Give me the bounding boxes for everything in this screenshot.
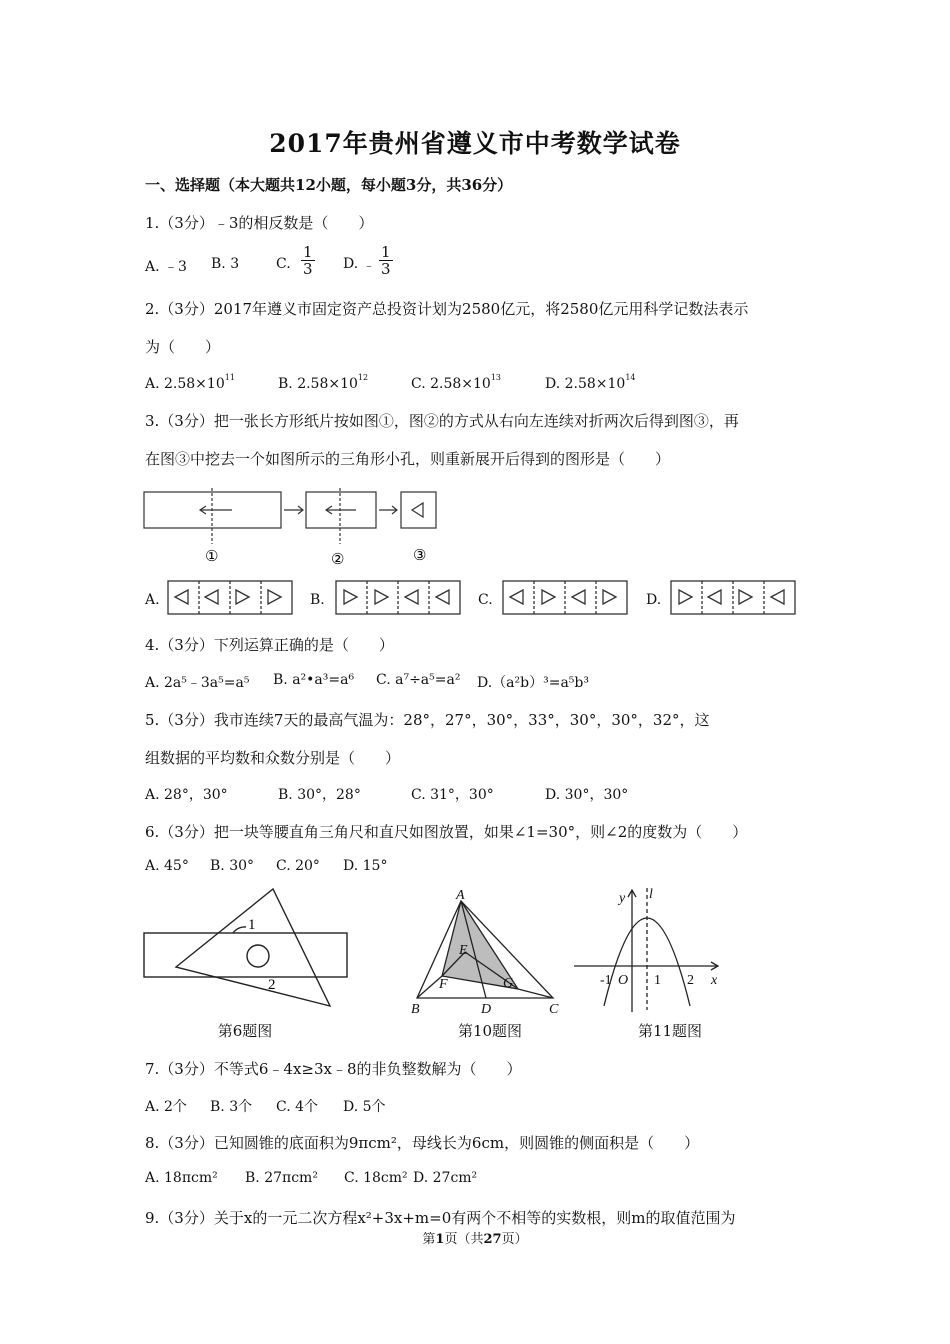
question-2-stem-line1: 2.（3分）2017年遵义市固定资产总投资计划为2580亿元，将2580亿元用科学记数法表示 [145,300,749,318]
option-a: A. 45° [145,858,189,874]
question-9-stem: 9.（3分）关于x的一元二次方程x²+3x+m=0有两个不相等的实数根，则m的取值范围为 [145,1209,736,1227]
point-e-label: E [459,943,468,958]
option-b: B. $2.58\times 10^{12}$ [278,373,369,392]
tick-2: 2 [687,973,694,988]
question-5-options [145,784,705,806]
figure-label-2: ② [331,550,345,566]
fraction-denominator: 3 [381,260,391,278]
fold-rect-3 [401,492,436,528]
option-d-sign: ﹣ [363,258,376,272]
figure-11-caption: 第11题图 [637,1022,703,1040]
paper-folding-figure [140,484,450,566]
q3-option-c-label: C. [478,592,493,608]
x-axis-label: x [711,973,718,988]
total-pages-number: 27 [483,1232,502,1247]
question-1-stem: 1.（3分）﹣3的相反数是（ ） [145,214,374,232]
question-7-stem: 7.（3分）不等式6﹣4x≥3x﹣8的非负整数解为（ ） [145,1060,522,1078]
option-d: D. $2.58\times 10^{14}$ [545,373,636,392]
question-3-stem-line2: 在图③中挖去一个如图所示的三角形小孔，则重新展开后得到的图形是（ ） [145,450,671,468]
q3-option-c-figure [502,580,630,616]
point-b-label: B [411,1002,420,1014]
line-l-label: l [649,887,653,902]
option-c-label: C. [276,256,291,272]
ruler [144,933,347,977]
option-d-fraction [379,244,393,277]
fraction-numerator: 1 [303,243,313,261]
point-f-label: F [439,977,448,992]
option-d: D. 30°，30° [545,787,629,803]
question-4-stem: 4.（3分）下列运算正确的是（ ） [145,636,394,654]
point-d-label: D [481,1002,492,1014]
option-c: C. 4个 [276,1099,319,1115]
option-d: D. 27cm² [413,1170,478,1186]
angle-2-label: 2 [268,977,276,993]
tick-1: 1 [654,973,661,988]
paper-title: 2017年贵州省遵义市中考数学试卷 [269,129,681,158]
option-d: D.（a²b）³=a⁵b³ [477,675,589,691]
figure-label-3: ③ [413,546,427,564]
set-square-hole [247,945,269,967]
origin-label: O [618,973,629,988]
y-axis-label: y [619,891,626,906]
option-b: B. 3 [211,256,240,272]
triangle-hole [412,503,423,517]
option-b: B. a²•a³=a⁶ [273,672,355,688]
page-footer: 第1页（共27页） [422,1232,528,1247]
option-a: A. 2个 [145,1099,187,1115]
q3-option-a-figure [167,580,295,616]
option-c: C. a⁷÷a⁵=a² [376,672,461,688]
option-b: B. 30° [210,858,255,874]
option-c: C. 20° [276,858,320,874]
question-5-stem-line1: 5.（3分）我市连续7天的最高气温为：28°，27°，30°，33°，30°，30°，32°，这 [145,711,710,729]
question-1-options [145,243,545,290]
figure-label-1: ① [205,547,219,565]
option-b: B. 3个 [210,1099,253,1115]
option-a: A. 2a⁵﹣3a⁵=a⁵ [145,675,250,691]
question-6-options [145,858,445,880]
question-4-options [145,672,645,694]
option-d-label: D. [343,256,359,272]
question-5-stem-line2: 组数据的平均数和众数分别是（ ） [145,749,401,767]
option-d: D. 5个 [343,1099,386,1115]
point-c-label: C [549,1002,559,1014]
option-a: A. 18πcm² [145,1170,218,1186]
option-b: B. 27πcm² [245,1170,318,1186]
option-c: C. $2.58\times 10^{13}$ [411,373,502,392]
figure-10-caption: 第10题图 [457,1022,523,1040]
question-7-options [145,1096,445,1118]
question-3-stem-line1: 3.（3分）把一张长方形纸片按如图①，图②的方式从右向左连续对折两次后得到图③，再 [145,412,739,430]
q3-option-d-figure [670,580,798,616]
question-6-stem: 6.（3分）把一块等腰直角三角尺和直尺如图放置，如果∠1=30°，则∠2的度数为（ ） [145,823,748,841]
option-c-fraction [301,244,315,277]
q3-option-d-label: D. [646,592,662,608]
question-2-options [145,373,745,395]
current-page-number: 1 [435,1232,445,1247]
figure-6-caption: 第6题图 [217,1022,273,1040]
set-square [176,889,330,1006]
option-d: D. 15° [343,858,388,874]
question-8-options [145,1170,505,1192]
figure-6-triangle-ruler [140,885,355,1015]
figure-10-triangle [408,888,568,1014]
option-b: B. 30°，28° [278,787,361,803]
option-a: A. 28°，30° [145,787,228,803]
fraction-denominator: 3 [303,260,313,278]
point-g-label: G [503,976,514,991]
option-c: C. 31°，30° [411,787,494,803]
option-a: A. $2.58\times 10^{11}$ [145,373,235,392]
q3-option-b-figure [335,580,463,616]
figure-11-parabola [570,884,730,1016]
question-8-stem: 8.（3分）已知圆锥的底面积为9πcm²，母线长为6cm，则圆锥的侧面积是（ ） [145,1134,700,1152]
angle-1-label: 1 [248,917,256,933]
fraction-numerator: 1 [381,243,391,261]
option-a: A. ﹣3 [145,259,187,275]
q3-option-a-label: A. [145,592,160,608]
q3-option-b-label: B. [310,592,325,608]
option-c: C. 18cm² [344,1170,408,1186]
tick-minus-1: -1 [600,973,612,988]
point-a-label: A [456,888,465,903]
section-heading: 一、选择题（本大题共12小题，每小题3分，共36分） [145,176,513,194]
question-2-stem-line2: 为（ ） [145,338,221,356]
